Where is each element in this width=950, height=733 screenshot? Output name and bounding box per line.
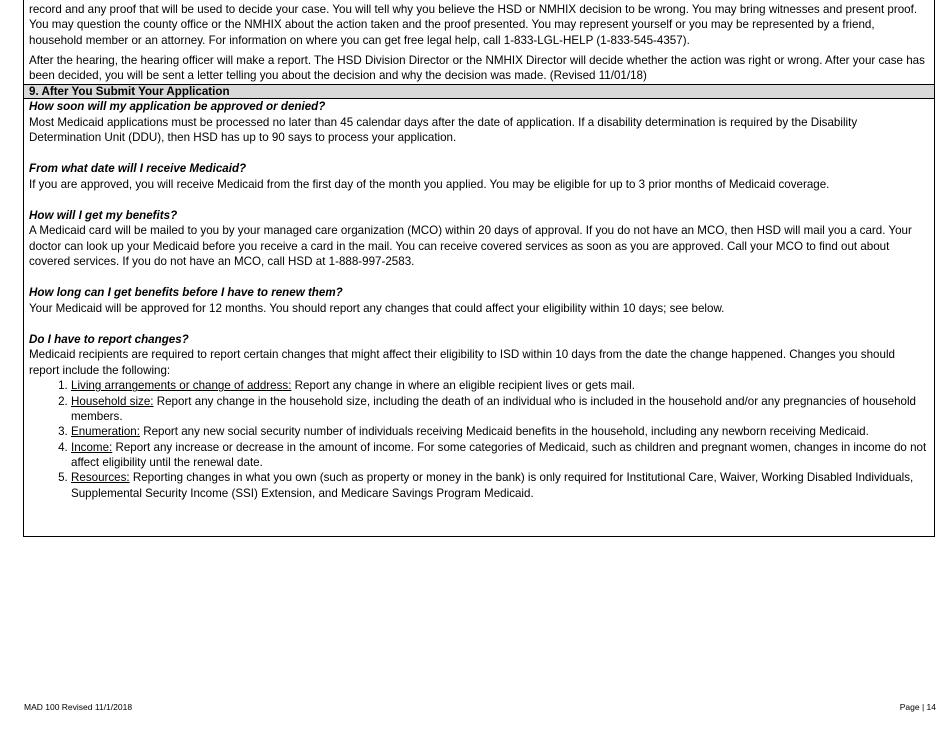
hearing-paragraph-2: After the hearing, the hearing officer will make a report. The HSD Division Director or the NMHIX Director will decide whether the action was right or wrong. After your case has been decided, you will be sent a letter telling you about the decision and why the decision was made. (Revised 11/01/18)	[29, 53, 925, 83]
change-text: Report any change in the household size, including the death of an individual who is included in the household and/or any pregnancies of household members.	[71, 394, 917, 424]
spacer	[24, 270, 934, 286]
question-approval-time: How soon will my application be approved or denied?	[29, 100, 326, 114]
spacer	[24, 192, 934, 208]
question-get-benefits: How will I get my benefits?	[29, 208, 178, 222]
list-item	[71, 470, 928, 501]
section-header: 9. After You Submit Your Application	[24, 85, 934, 99]
answer-get-benefits: A Medicaid card will be mailed to you by your managed care organization (MCO) within 20 days of approval. If you do not have an MCO, then HSD will mail you a card. Your doctor can look up your Medicaid before you receive a card in the mail. You can receive covered services as soon as you are approved. Call your MCO to find out about covered services. If you do not have an MCO, call HSD at 1-888-997-2583.	[29, 224, 912, 269]
spacer	[24, 316, 934, 332]
changes-list	[24, 378, 934, 500]
change-text: Report any change in where an eligible recipient lives or gets mail.	[291, 379, 635, 393]
list-item	[71, 440, 928, 471]
question-report-changes: Do I have to report changes?	[29, 332, 189, 346]
change-term: Living arrangements or change of address:	[71, 379, 292, 393]
question-renewal: How long can I get benefits before I have to renew them?	[29, 286, 343, 300]
footer-form-id: MAD 100 Revised 11/1/2018	[24, 702, 133, 712]
spacer	[24, 146, 934, 162]
list-item	[71, 378, 928, 393]
footer-page-number: Page | 14	[899, 702, 936, 712]
question-start-date: From what date will I receive Medicaid?	[29, 162, 247, 176]
answer-renewal: Your Medicaid will be approved for 12 months. You should report any changes that could affect your eligibility within 10 days; see below.	[29, 301, 725, 315]
answer-start-date: If you are approved, you will receive Medicaid from the first day of the month you applied. You may be eligible for up to 3 prior months of Medicaid coverage.	[29, 177, 830, 191]
change-text: Report any new social security number of individuals receiving Medicaid benefits in the household, including any newborn receiving Medicaid.	[139, 425, 869, 439]
change-term: Household size:	[71, 394, 154, 408]
answer-approval-time: Most Medicaid applications must be processed no later than 45 calendar days after the date of application. If a disability determination is required by the Disability Determination Unit (DDU), then HSD has up to 90 says to process your application.	[29, 115, 858, 145]
answer-report-changes: Medicaid recipients are required to report certain changes that might affect their eligibility to ISD within 10 days from the date the change happened. Changes you should report include the following:	[29, 348, 895, 377]
list-item	[71, 424, 928, 439]
change-text: Reporting changes in what you own (such as property or money in the bank) is only required for Institutional Care, Waiver, Working Disabled Individuals, Supplemental Security Income (SSI) Extension, and Medicare Savings Program Medicaid.	[71, 471, 914, 500]
change-term: Resources:	[71, 471, 130, 485]
change-term: Enumeration:	[71, 425, 140, 439]
hearing-paragraph-1: record and any proof that will be used to decide your case. You will tell why you believe the HSD or NMHIX decision to be wrong. You may bring witnesses and present proof. You may question the county office or the NMHIX about the action taken and the proof presented. You may represent yourself or you may be represented by a friend, household member or an attorney. For information on where you can get free legal help, call 1-833-LGL-HELP (1-833-545-4357).	[29, 3, 918, 47]
document-content-box	[23, 0, 935, 537]
change-term: Income:	[71, 440, 113, 454]
list-item	[71, 394, 928, 425]
change-text: Report any increase or decrease in the amount of income. For some categories of Medicaid, such as children and pregnant women, changes in income do not affect eligibility until the renewal date.	[71, 440, 927, 469]
